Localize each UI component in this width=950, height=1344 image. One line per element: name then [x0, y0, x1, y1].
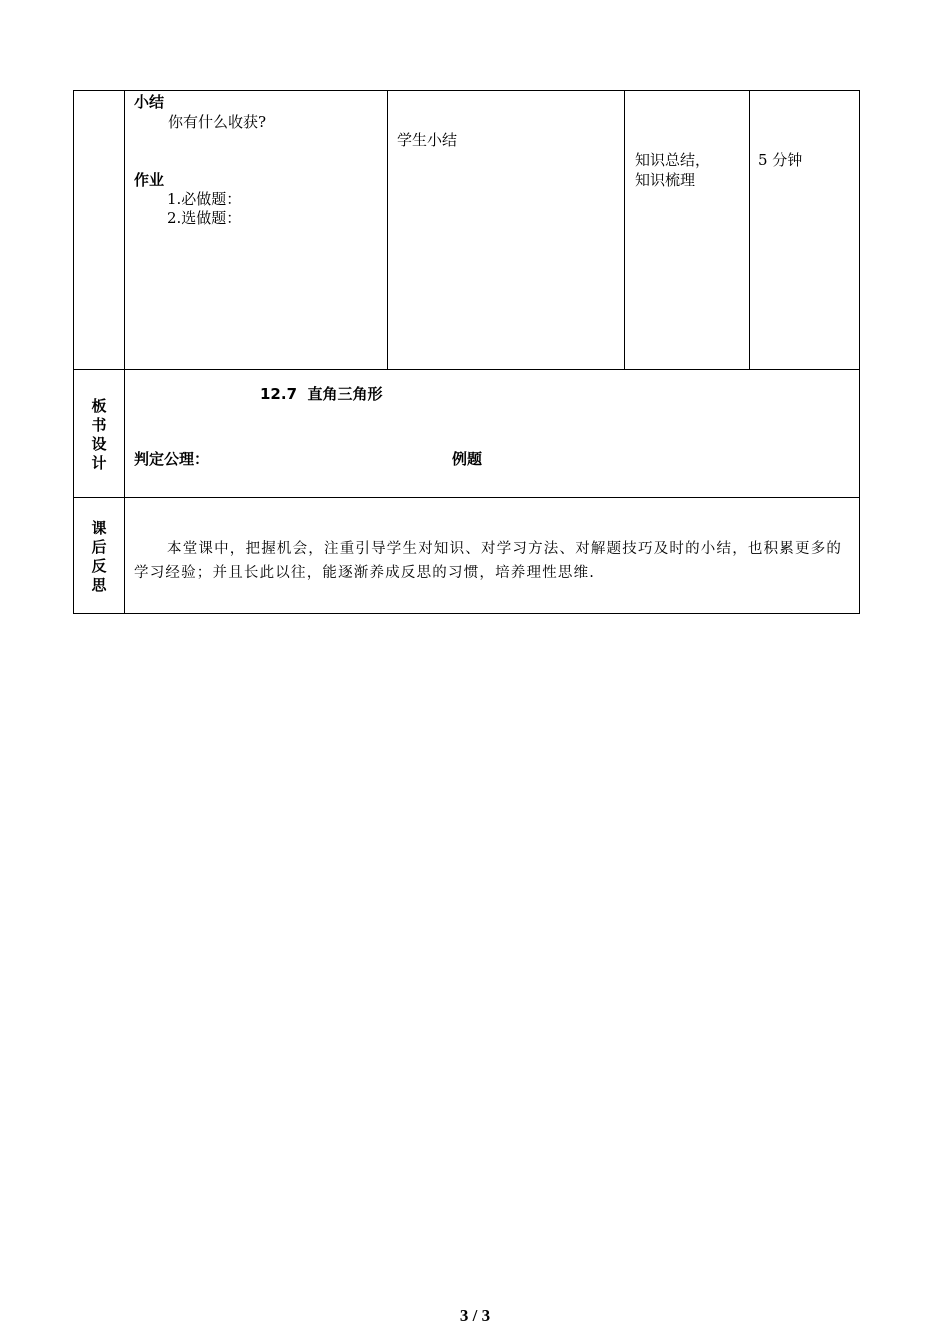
summary-question: 你有什么收获? [168, 113, 267, 131]
table-col-divider-2 [387, 90, 388, 370]
board-example: 例题 [452, 450, 483, 468]
reflection-label-char: 思 [91, 576, 107, 594]
table-border-bottom [73, 613, 860, 614]
board-design-label [74, 397, 124, 473]
homework-item-2: 2.选做题： [167, 209, 242, 227]
board-theorem: 判定公理： [134, 450, 210, 468]
page-number: 3 / 3 [459, 1306, 491, 1325]
table-border-right [859, 90, 860, 614]
table-divider-1 [73, 369, 860, 370]
table-col-divider-1 [124, 90, 125, 614]
table-border-top [73, 90, 860, 91]
board-label-char: 设 [91, 435, 107, 453]
board-label-char: 计 [91, 454, 107, 472]
board-title: 12.7 直角三角形 [260, 385, 383, 403]
summary-title: 小结 [134, 93, 165, 111]
table-col-divider-3 [624, 90, 625, 370]
board-label-char: 板 [91, 397, 107, 415]
reflection-label-char: 课 [91, 519, 107, 537]
reflection-label-char: 反 [91, 557, 107, 575]
student-activity: 学生小结 [397, 131, 458, 149]
board-label-char: 书 [91, 416, 107, 434]
reflection-label [74, 519, 124, 595]
table-divider-2 [73, 497, 860, 498]
reflection-label-char: 后 [91, 538, 107, 556]
reflection-text: 本堂课中，把握机会，注重引导学生对知识、对学习方法、对解题技巧及时的小结，也积累更多的学习经验；并且长此以往，能逐渐养成反思的习惯，培养理性思维. [134, 541, 843, 581]
table-col-divider-4 [749, 90, 750, 370]
homework-item-1: 1.必做题： [167, 190, 242, 208]
time-allocation: 5 分钟 [758, 151, 803, 169]
homework-title: 作业 [134, 171, 165, 189]
design-intent-line-2: 知识梳理 [635, 171, 696, 189]
design-intent-line-1: 知识总结， [635, 151, 711, 169]
